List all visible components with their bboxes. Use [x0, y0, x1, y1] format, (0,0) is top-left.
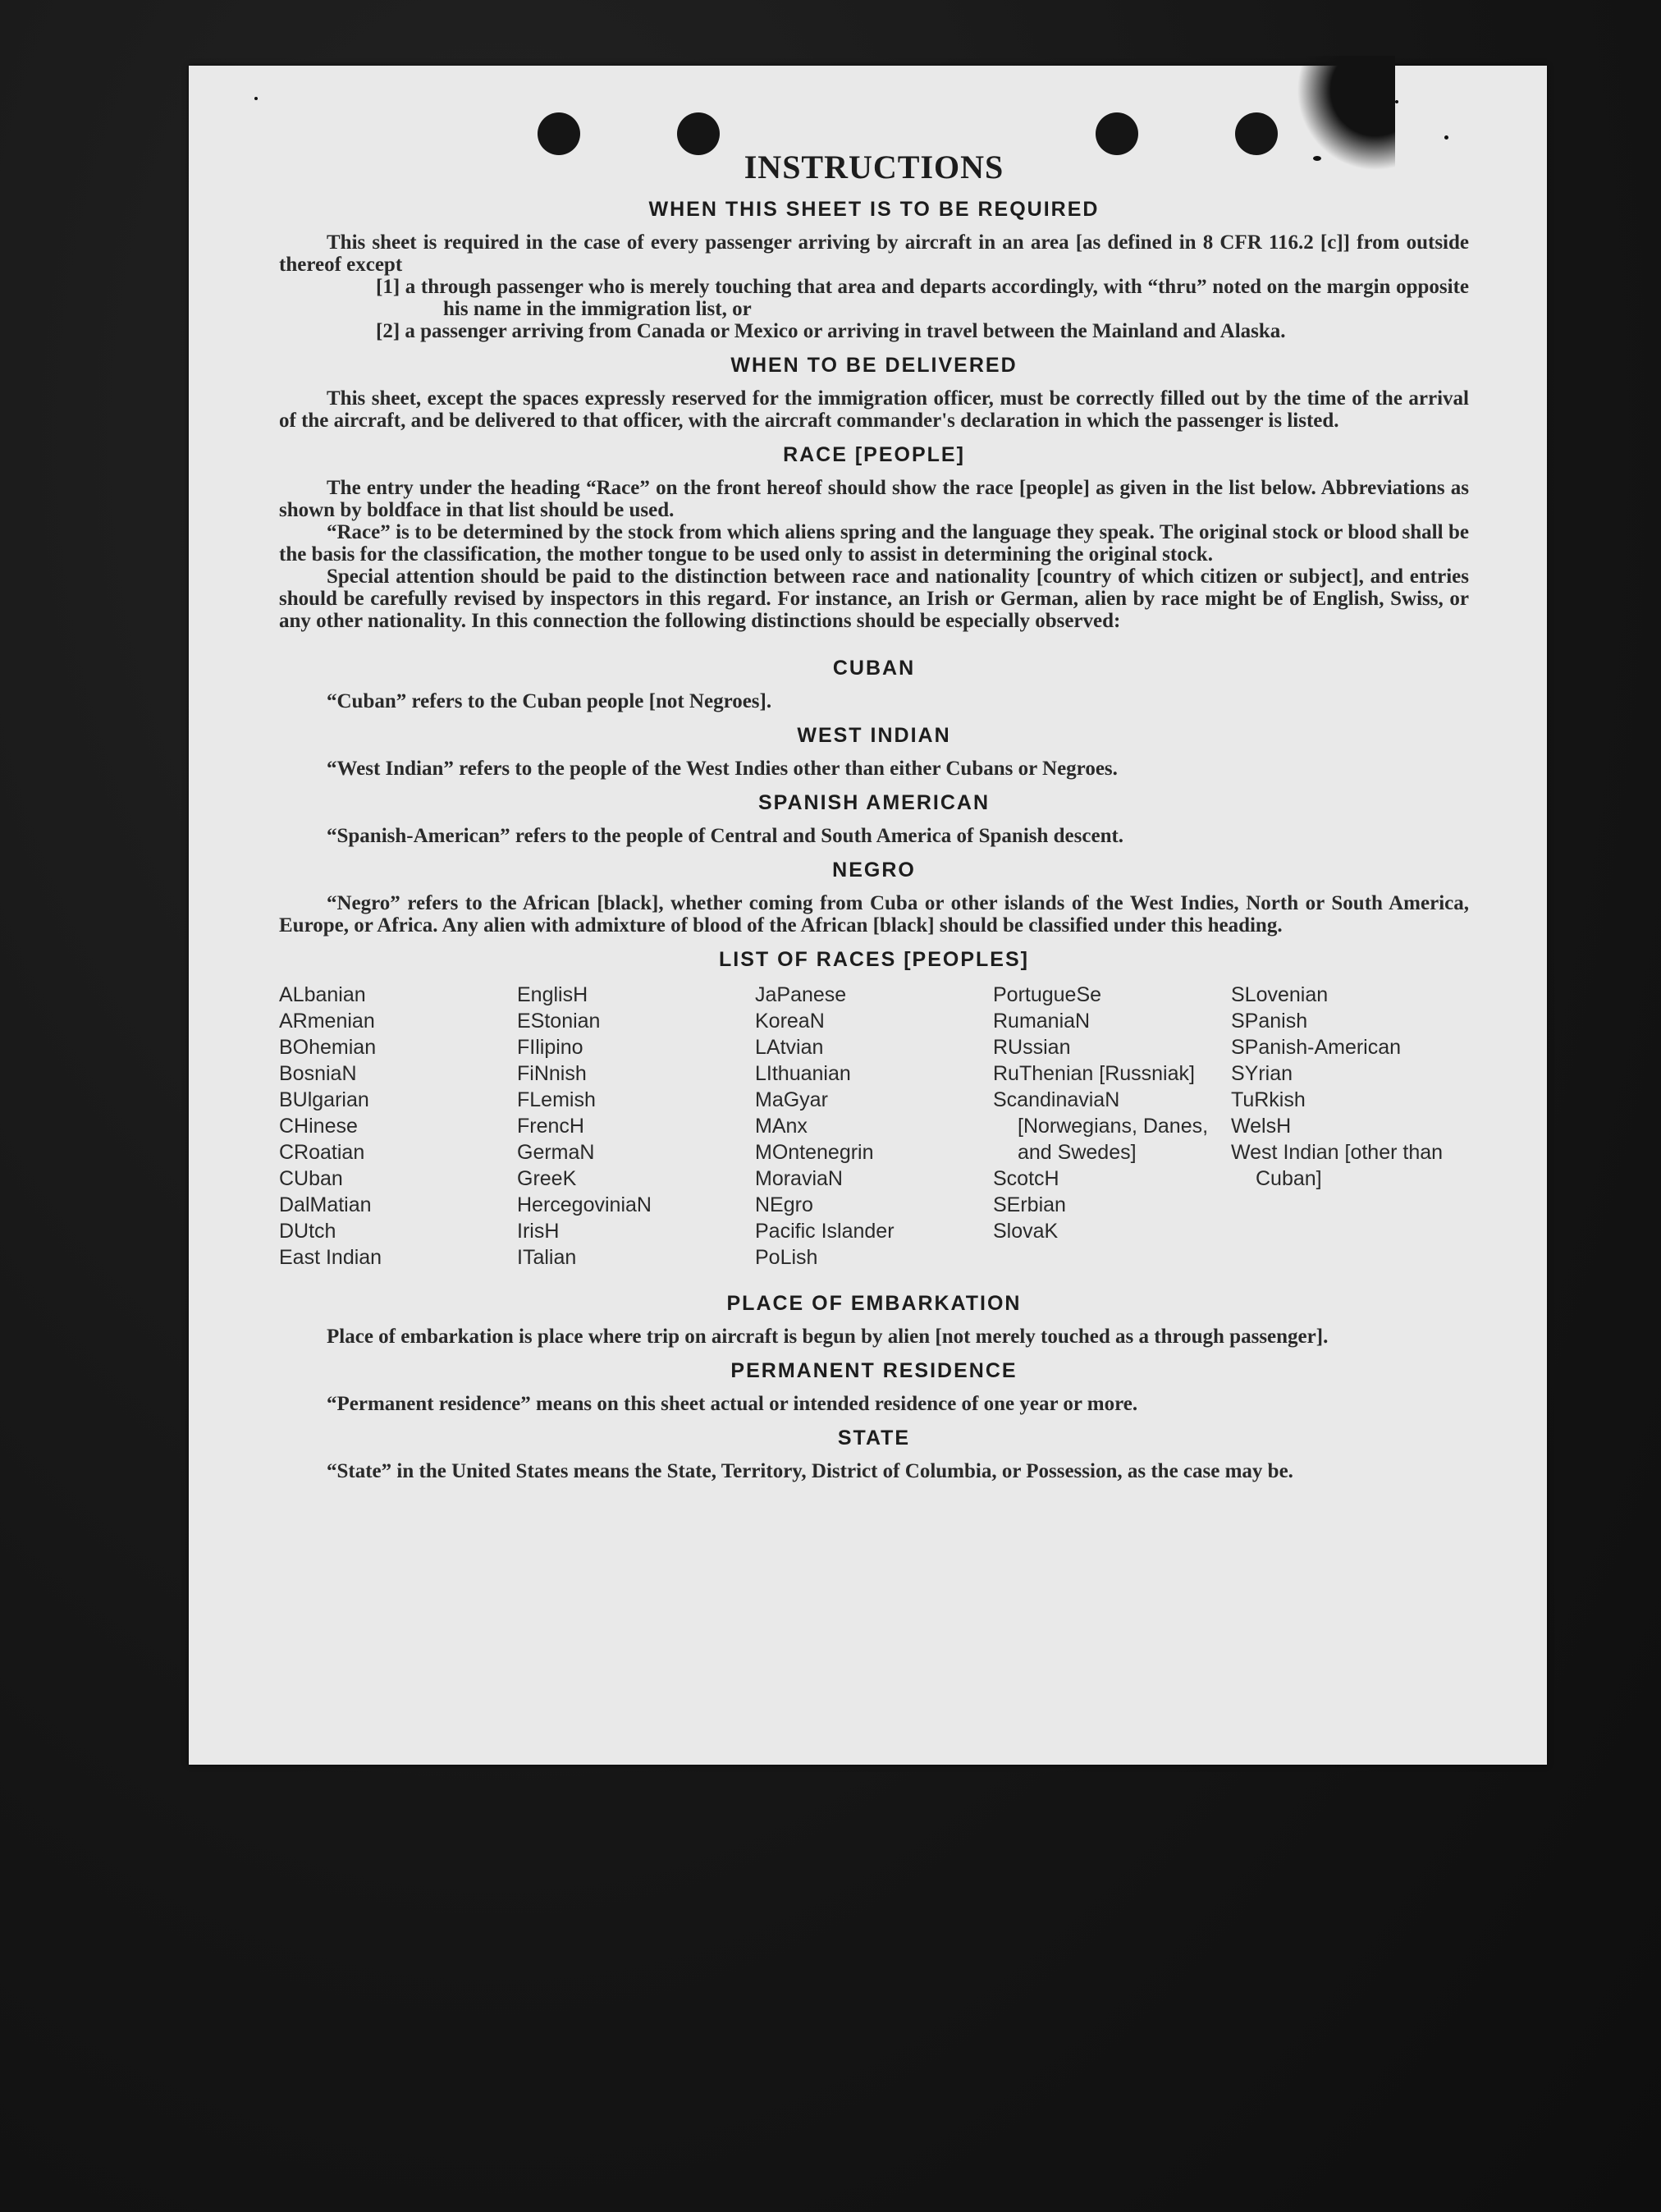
scan-speck: [1444, 135, 1448, 140]
race-item: EnglisH: [517, 983, 588, 1006]
section-heading-negro: NEGRO: [832, 859, 916, 882]
cuban-text: “Cuban” refers to the Cuban people [not Negroes].: [327, 690, 772, 712]
race-item: MaGyar: [755, 1088, 828, 1111]
race-item: SErbian: [993, 1193, 1066, 1216]
race-item: GermaN: [517, 1141, 595, 1164]
race-item: ALbanian: [279, 983, 366, 1006]
race-item: FiNnish: [517, 1062, 587, 1085]
races-column: [755, 982, 993, 1271]
section-heading-race: RACE [PEOPLE]: [783, 443, 965, 466]
race-item: SYrian: [1231, 1062, 1293, 1085]
race-item: SPanish: [1231, 1010, 1308, 1033]
permanent-residence-text: “Permanent residence” means on this sheet actual or intended residence of one year or more.: [327, 1393, 1138, 1415]
race-item: IrisH: [517, 1220, 560, 1243]
races-list: [279, 982, 1469, 1271]
when-required-item-1: [1] a through passenger who is merely touching that area and departs accordingly, with “thru” noted on the margin opposite his name in the immigration list, or: [376, 276, 1469, 320]
races-column: [279, 982, 517, 1271]
race-item: PoLish: [755, 1246, 818, 1269]
races-column: [1231, 982, 1469, 1271]
race-item: RUssian: [993, 1036, 1071, 1059]
race-item: West Indian [other than Cuban]: [1231, 1141, 1444, 1190]
race-item: MOntenegrin: [755, 1141, 874, 1164]
race-item: CHinese: [279, 1115, 358, 1138]
race-item: LAtvian: [755, 1036, 824, 1059]
race-item: SLovenian: [1231, 983, 1329, 1006]
race-item: WelsH: [1231, 1115, 1292, 1138]
section-heading-when-required: WHEN THIS SHEET IS TO BE REQUIRED: [648, 198, 1100, 221]
race-item: MAnx: [755, 1115, 808, 1138]
race-item: ITalian: [517, 1246, 577, 1269]
spanish-american-text: “Spanish-American” refers to the people of Central and South America of Spanish descent.: [327, 825, 1124, 847]
race-item: GreeK: [517, 1167, 577, 1190]
race-paragraph: The entry under the heading “Race” on the front hereof should show the race [people] as given in the list below. Abbreviations as shown by boldface in that list should be used.: [279, 477, 1469, 521]
race-item: EStonian: [517, 1010, 601, 1033]
race-item: NEgro: [755, 1193, 813, 1216]
scan-speck: [254, 97, 258, 100]
section-heading-state: STATE: [837, 1427, 911, 1449]
section-heading-west-indian: WEST INDIAN: [797, 724, 951, 747]
races-column: [993, 982, 1231, 1271]
race-item: RumaniaN: [993, 1010, 1091, 1033]
race-item: HercegoviniaN: [517, 1193, 652, 1216]
race-item: Pacific Islander: [755, 1220, 895, 1243]
section-heading-list-of-races: LIST OF RACES [PEOPLES]: [719, 948, 1029, 971]
race-item: CUban: [279, 1167, 343, 1190]
race-paragraph: Special attention should be paid to the distinction between race and nationality [country of which citizen or subject], and entries should be carefully revised by inspectors in this regard. For instance, an Irish or German, alien by race might be of English, Swiss, or any other nationality. In this connection the following distinctions should be especially observed:: [279, 566, 1469, 632]
race-item: SlovaK: [993, 1220, 1059, 1243]
race-item: FLemish: [517, 1088, 596, 1111]
races-column: [517, 982, 755, 1271]
when-delivered-text: This sheet, except the spaces expressly reserved for the immigration officer, must be correctly filled out by the time of the arrival of the aircraft, and be delivered to that officer, with the aircraft commander's declaration in which the passenger is listed.: [279, 387, 1469, 432]
section-heading-cuban: CUBAN: [832, 657, 916, 680]
west-indian-text: “West Indian” refers to the people of the West Indies other than either Cubans or Negroes.: [327, 758, 1118, 780]
section-heading-permanent-residence: PERMANENT RESIDENCE: [730, 1359, 1018, 1382]
section-heading-spanish-american: SPANISH AMERICAN: [757, 791, 990, 814]
race-item: ARmenian: [279, 1010, 375, 1033]
race-item: PortugueSe: [993, 983, 1102, 1006]
race-item: RuThenian [Russniak]: [993, 1062, 1195, 1085]
when-required-intro: This sheet is required in the case of every passenger arriving by aircraft in an area [as defined in 8 CFR 116.2 [c]] from outside thereof except: [279, 231, 1469, 276]
race-item: TuRkish: [1231, 1088, 1306, 1111]
race-paragraph: “Race” is to be determined by the stock from which aliens spring and the language they speak. The original stock or blood shall be the basis for the classification, the mother tongue to be used only to assist in determining the original stock.: [279, 521, 1469, 566]
race-item: BOhemian: [279, 1036, 377, 1059]
scan-speck: [1395, 100, 1398, 103]
race-item: FIlipino: [517, 1036, 583, 1059]
section-heading-when-delivered: WHEN TO BE DELIVERED: [730, 354, 1018, 377]
race-item: KoreaN: [755, 1010, 825, 1033]
race-item: ScandinaviaN [Norwegians, Danes, and Swedes]: [993, 1088, 1209, 1164]
race-item: SPanish-American: [1231, 1036, 1402, 1059]
race-item: BUlgarian: [279, 1088, 369, 1111]
race-item: East Indian: [279, 1246, 382, 1269]
race-item: MoraviaN: [755, 1167, 843, 1190]
negro-text: “Negro” refers to the African [black], whether coming from Cuba or other islands of the West Indies, North or South America, Europe, or Africa. Any alien with admixture of blood of the African [black] should be classified under this heading.: [279, 892, 1469, 937]
race-item: LIthuanian: [755, 1062, 851, 1085]
race-item: JaPanese: [755, 983, 847, 1006]
race-item: DUtch: [279, 1220, 336, 1243]
race-item: DalMatian: [279, 1193, 372, 1216]
page-title: INSTRUCTIONS: [744, 149, 1004, 185]
when-required-item-2: [2] a passenger arriving from Canada or Mexico or arriving in travel between the Mainland and Alaska.: [376, 320, 1286, 342]
race-item: BosniaN: [279, 1062, 357, 1085]
place-of-embarkation-text: Place of embarkation is place where trip on aircraft is begun by alien [not merely touched as a through passenger].: [327, 1326, 1329, 1348]
race-item: CRoatian: [279, 1141, 365, 1164]
race-item: FrencH: [517, 1115, 584, 1138]
state-text: “State” in the United States means the State, Territory, District of Columbia, or Possession, as the case may be.: [327, 1460, 1293, 1482]
section-heading-place-of-embarkation: PLACE OF EMBARKATION: [726, 1292, 1022, 1315]
instructions-content: [279, 148, 1469, 1482]
race-item: ScotcH: [993, 1167, 1059, 1190]
